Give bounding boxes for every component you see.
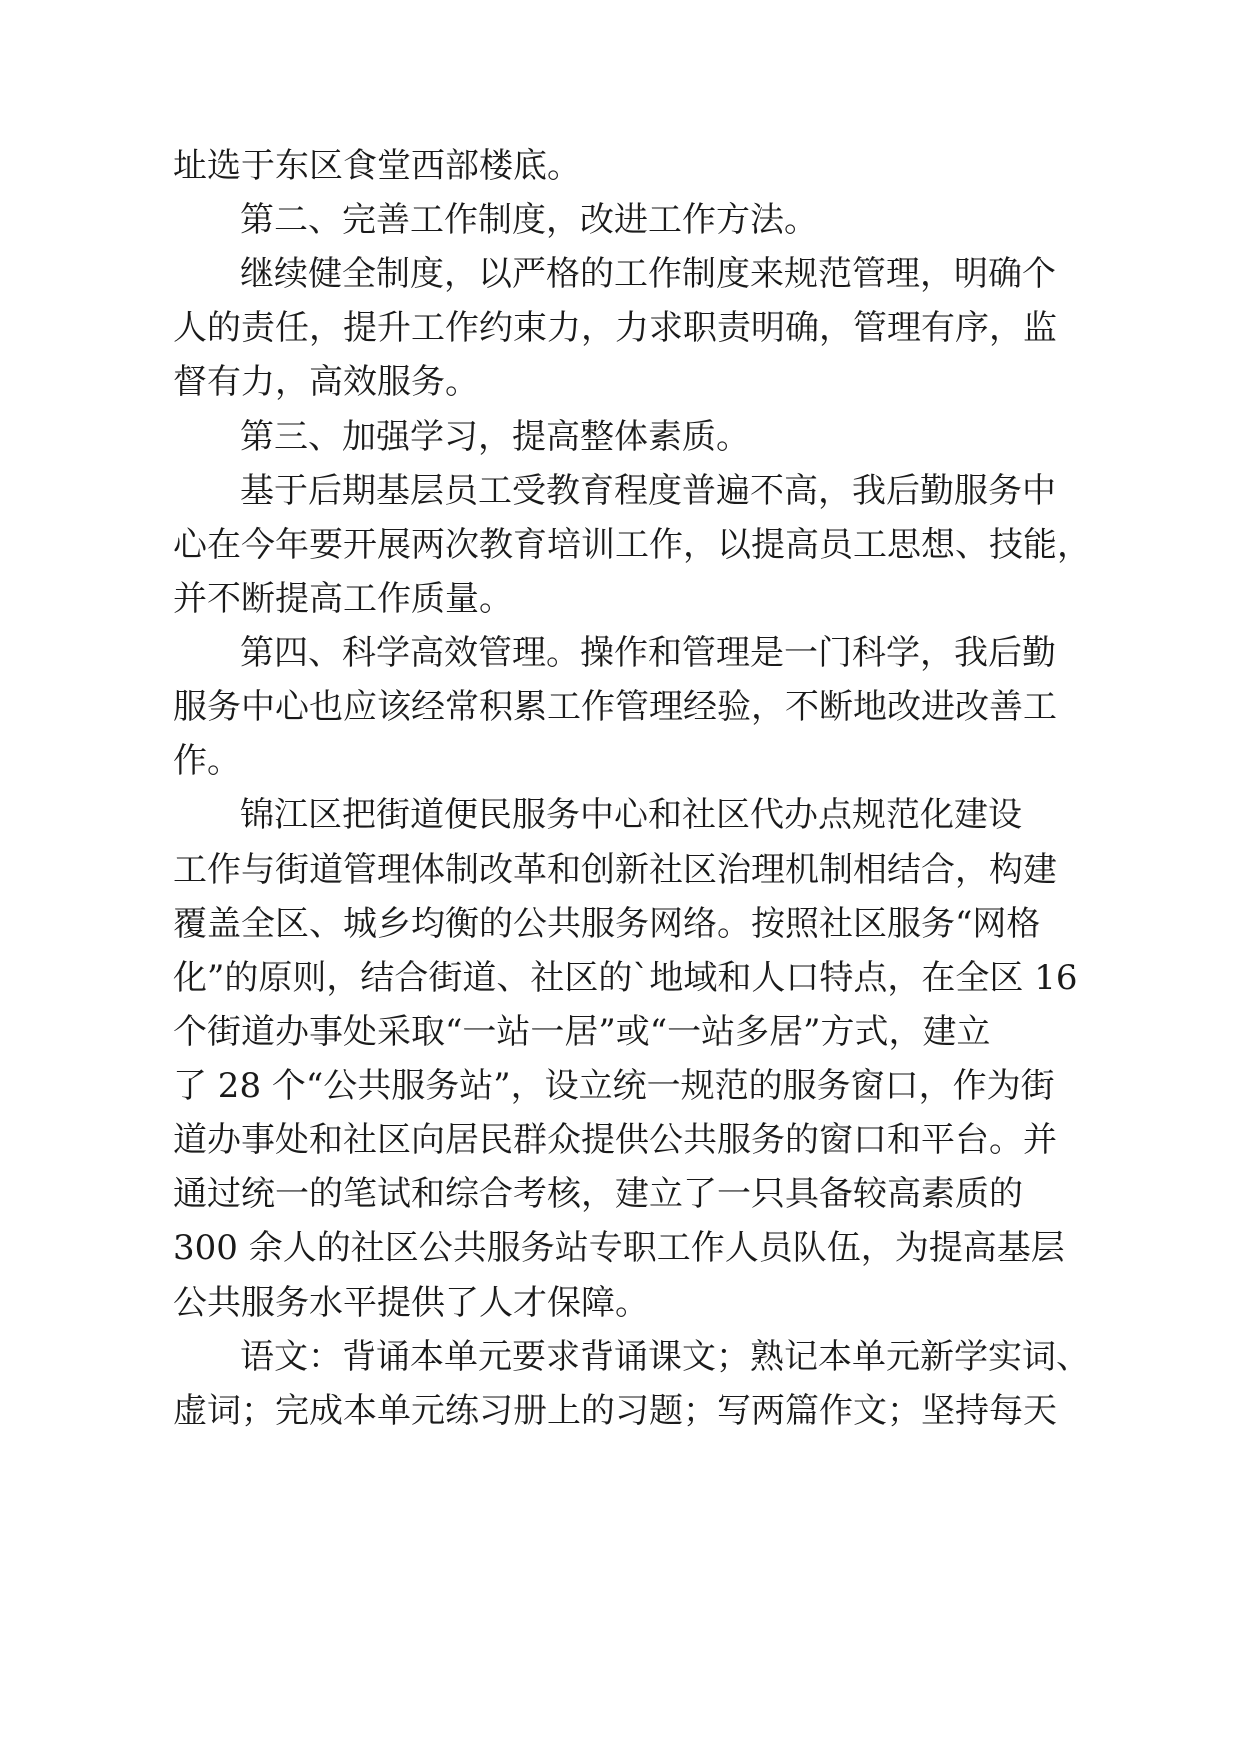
text-line: 作。 xyxy=(173,741,241,781)
text-line: 公共服务水平提供了人才保障。 xyxy=(173,1283,649,1323)
text-line: 基于后期基层员工受教育程度普遍不高，我后勤服务中 xyxy=(240,471,1056,511)
text-line: 第四、科学高效管理。操作和管理是一门科学，我后勤 xyxy=(240,633,1056,673)
text-line: 300 余人的社区公共服务站专职工作人员队伍，为提高基层 xyxy=(173,1228,1065,1268)
text-line: 道办事处和社区向居民群众提供公共服务的窗口和平台。并 xyxy=(173,1120,1057,1160)
text-line: 工作与街道管理体制改革和创新社区治理机制相结合，构建 xyxy=(173,850,1057,890)
text-line: 并不断提高工作质量。 xyxy=(173,579,513,619)
text-line: 锦江区把街道便民服务中心和社区代办点规范化建设 xyxy=(240,795,1022,835)
text-line: 化”的原则，结合街道、社区的`地域和人口特点，在全区 16 xyxy=(173,958,1078,998)
text-line: 虚词；完成本单元练习册上的习题；写两篇作文；坚持每天 xyxy=(173,1391,1057,1431)
text-line: 个街道办事处采取“一站一居”或“一站多居”方式，建立 xyxy=(173,1012,991,1052)
text-line: 第三、加强学习，提高整体素质。 xyxy=(240,417,750,457)
text-line: 址选于东区食堂西部楼底。 xyxy=(173,146,581,186)
text-line: 第二、完善工作制度，改进工作方法。 xyxy=(240,200,818,240)
text-line: 督有力，高效服务。 xyxy=(173,362,479,402)
text-line: 覆盖全区、城乡均衡的公共服务网络。按照社区服务“网格 xyxy=(173,904,1041,944)
text-line: 服务中心也应该经常积累工作管理经验，不断地改进改善工 xyxy=(173,687,1057,727)
text-line: 继续健全制度，以严格的工作制度来规范管理，明确个 xyxy=(240,254,1056,294)
text-line: 心在今年要开展两次教育培训工作，以提高员工思想、技能， xyxy=(173,525,1091,565)
text-line: 了 28 个“公共服务站”，设立统一规范的服务窗口，作为街 xyxy=(173,1066,1055,1106)
text-line: 语文：背诵本单元要求背诵课文；熟记本单元新学实词、 xyxy=(240,1337,1090,1377)
text-line: 通过统一的笔试和综合考核，建立了一只具备较高素质的 xyxy=(173,1174,1023,1214)
text-line: 人的责任，提升工作约束力，力求职责明确，管理有序，监 xyxy=(173,308,1057,348)
